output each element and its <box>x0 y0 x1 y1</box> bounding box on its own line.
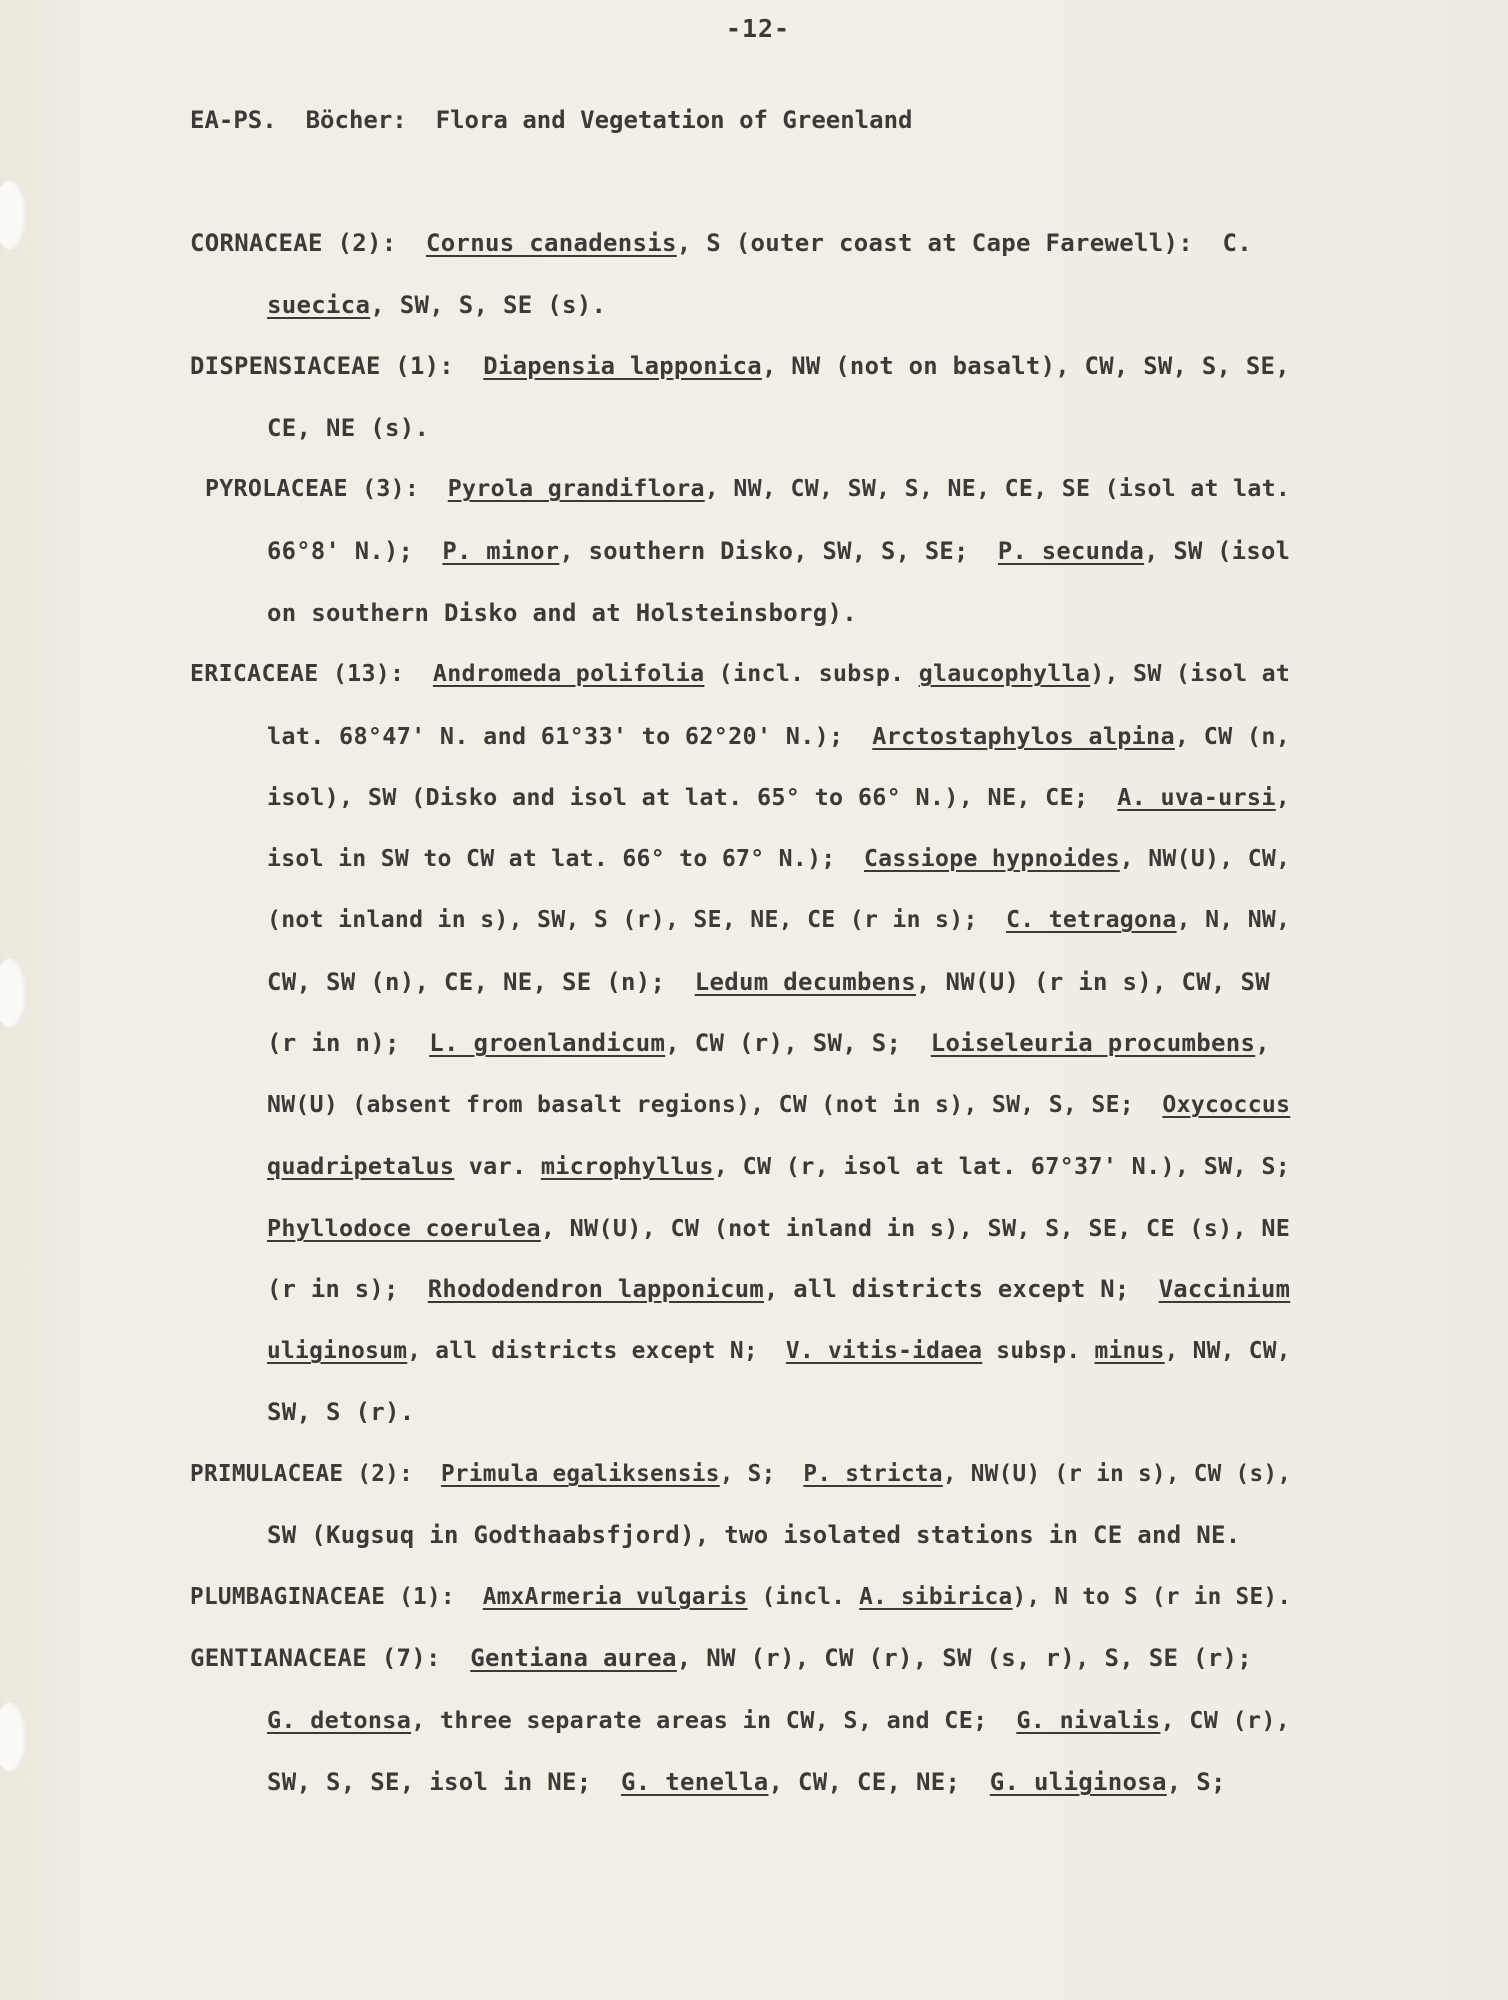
text-line-continuation <box>267 413 429 443</box>
text-line-continuation <box>267 1397 415 1427</box>
text-line-family <box>190 1582 1291 1612</box>
text-segment: , CW (r), SW, S; <box>665 1029 931 1057</box>
text-segment: , <box>1275 783 1291 811</box>
text-segment: , N, NW, <box>1176 907 1291 933</box>
text-segment: SW (Kugsuq in Godthaabsfjord), two isolated stations in CE and NE. <box>267 1521 1241 1549</box>
text-segment: , S; <box>1166 1768 1226 1796</box>
taxon-name: P. minor <box>442 537 560 565</box>
page-number: -12- <box>725 14 791 43</box>
taxon-name: Cassiope hypnoides <box>863 846 1120 872</box>
text-line-continuation <box>267 721 1290 751</box>
taxon-name: Andromeda polifolia <box>432 660 705 687</box>
text-segment: , NW, CW, <box>1164 1338 1291 1364</box>
text-line-continuation <box>267 905 1290 935</box>
taxon-name: L. groenlandicum <box>429 1029 666 1057</box>
taxon-name: G. nivalis <box>1016 1706 1161 1734</box>
text-segment: , NW (r), CW (r), SW (s, r), S, SE (r); <box>676 1644 1252 1672</box>
text-line-continuation <box>267 1028 1270 1058</box>
text-segment: CORNACEAE (2): <box>190 229 426 257</box>
text-segment: on southern Disko and at Holsteinsborg). <box>267 599 857 627</box>
text-line-continuation <box>267 1520 1240 1550</box>
taxon-name: quadripetalus <box>267 1152 455 1180</box>
text-segment: , CW (n, <box>1174 722 1291 750</box>
taxon-name: Gentiana aurea <box>470 1644 677 1672</box>
text-segment: , NW(U) (r in s), CW, SW <box>915 968 1270 996</box>
taxon-name: suecica <box>267 291 371 319</box>
taxon-name: Oxycoccus <box>1162 1092 1291 1118</box>
taxon-name: G. tenella <box>620 1768 769 1796</box>
text-segment: ERICACEAE (13): <box>190 660 433 687</box>
text-line-continuation <box>267 1090 1290 1120</box>
text-segment: (incl. subsp. <box>704 660 919 687</box>
taxon-name: V. vitis-idaea <box>785 1338 983 1364</box>
text-segment: (r in n); <box>267 1029 430 1057</box>
text-segment: , CW (r), <box>1160 1706 1291 1734</box>
taxon-name: G. uliginosa <box>989 1768 1167 1796</box>
taxon-name: microphyllus <box>540 1152 714 1180</box>
taxon-name: Cornus canadensis <box>426 229 677 257</box>
text-line-continuation <box>267 967 1270 997</box>
text-line-continuation <box>267 290 606 320</box>
text-line-family <box>190 228 1252 258</box>
text-line-family <box>190 1643 1252 1673</box>
text-line-family <box>190 1459 1291 1489</box>
text-segment: , NW(U), CW, <box>1119 846 1291 872</box>
text-segment: , all districts except N; <box>407 1338 786 1364</box>
text-segment: (r in s); <box>267 1275 428 1303</box>
text-segment: NW(U) (absent from basalt regions), CW (not in s), SW, S, SE; <box>267 1092 1163 1118</box>
text-line-continuation <box>267 1336 1291 1366</box>
taxon-name: Ledum decumbens <box>694 968 916 996</box>
punch-hole <box>0 958 28 1028</box>
text-segment: SW, S (r). <box>267 1398 415 1426</box>
text-line-continuation <box>267 782 1290 812</box>
text-line-continuation <box>267 844 1290 874</box>
taxon-name: Rhododendron lapponicum <box>427 1275 764 1303</box>
document-header: EA-PS. Böcher: Flora and Vegetation of Greenland <box>190 106 913 134</box>
taxon-name: Phyllodoce coerulea <box>267 1214 541 1242</box>
taxon-name: G. detonsa <box>267 1706 412 1734</box>
text-segment: , SW (isol <box>1144 537 1291 565</box>
text-segment: , NW(U), CW (not inland in s), SW, S, SE, CE (s), NE <box>540 1214 1291 1242</box>
taxon-name: Vaccinium <box>1158 1275 1291 1303</box>
text-line-continuation <box>267 1151 1290 1181</box>
text-segment: SW, S, SE, isol in NE; <box>267 1768 621 1796</box>
text-segment: , <box>1255 1029 1270 1057</box>
text-segment: var. <box>454 1152 541 1180</box>
text-segment: (not inland in s), SW, S (r), SE, NE, CE (r in s); <box>267 907 1007 933</box>
text-line-continuation <box>267 1274 1290 1304</box>
text-segment: lat. 68°47' N. and 61°33' to 62°20' N.); <box>267 722 873 750</box>
text-segment: (incl. <box>747 1584 860 1610</box>
punch-hole <box>0 180 28 250</box>
text-segment: , SW, S, SE (s). <box>370 291 607 319</box>
text-line-continuation <box>267 1213 1290 1243</box>
punch-hole <box>0 1702 28 1772</box>
text-segment: ), N to S (r in SE). <box>1012 1584 1292 1610</box>
text-line-family <box>205 474 1290 504</box>
taxon-name: A. uva-ursi <box>1117 783 1276 811</box>
text-segment: , S; <box>719 1461 804 1487</box>
text-segment: DISPENSIACEAE (1): <box>190 352 484 380</box>
taxon-name: P. secunda <box>997 537 1145 565</box>
text-segment: isol), SW (Disko and isol at lat. 65° to 66° N.), NE, CE; <box>267 783 1118 811</box>
text-segment: , NW (not on basalt), CW, SW, S, SE, <box>761 352 1290 380</box>
taxon-name: AmxArmeria vulgaris <box>482 1584 748 1610</box>
text-segment: , three separate areas in CW, S, and CE; <box>411 1706 1017 1734</box>
text-segment: , NW(U) (r in s), CW (s), <box>942 1461 1292 1487</box>
text-segment: ), SW (isol at <box>1090 660 1291 687</box>
text-segment: isol in SW to CW at lat. 66° to 67° N.); <box>267 846 864 872</box>
text-segment: , CW, CE, NE; <box>768 1768 990 1796</box>
text-segment: PYROLACEAE (3): <box>205 475 448 502</box>
text-segment: , S (outer coast at Cape Farewell): C. <box>676 229 1252 257</box>
taxon-name: A. sibirica <box>859 1584 1013 1610</box>
text-line-continuation <box>267 598 857 628</box>
text-line-family <box>190 659 1290 689</box>
text-segment: , NW, CW, SW, S, NE, CE, SE (isol at lat. <box>704 475 1291 502</box>
taxon-name: Primula egaliksensis <box>440 1461 720 1487</box>
text-segment: subsp. <box>982 1338 1095 1364</box>
text-segment: , all districts except N; <box>764 1275 1159 1303</box>
text-segment: , CW (r, isol at lat. 67°37' N.), SW, S; <box>713 1152 1291 1180</box>
text-line-continuation <box>267 1767 1226 1797</box>
taxon-name: Diapensia lapponica <box>483 352 762 380</box>
text-line-continuation <box>267 1705 1290 1735</box>
text-line-continuation <box>267 536 1290 566</box>
text-segment: PRIMULACEAE (2): <box>190 1461 441 1487</box>
text-segment: GENTIANACEAE (7): <box>190 1644 471 1672</box>
taxon-name: Loiseleuria procumbens <box>930 1029 1256 1057</box>
taxon-name: C. tetragona <box>1006 907 1177 933</box>
taxon-name: P. stricta <box>803 1461 943 1487</box>
text-segment: CW, SW (n), CE, NE, SE (n); <box>267 968 695 996</box>
text-segment: CE, NE (s). <box>267 414 430 442</box>
taxon-name: uliginosum <box>267 1338 408 1364</box>
text-segment: PLUMBAGINACEAE (1): <box>190 1584 483 1610</box>
taxon-name: Arctostaphylos alpina <box>872 722 1175 750</box>
taxon-name: Pyrola grandiflora <box>447 475 705 502</box>
taxon-name: glaucophylla <box>918 660 1091 687</box>
text-segment: 66°8' N.); <box>267 537 443 565</box>
taxon-name: minus <box>1094 1338 1165 1364</box>
text-line-family <box>190 351 1290 381</box>
text-segment: , southern Disko, SW, S, SE; <box>559 537 998 565</box>
